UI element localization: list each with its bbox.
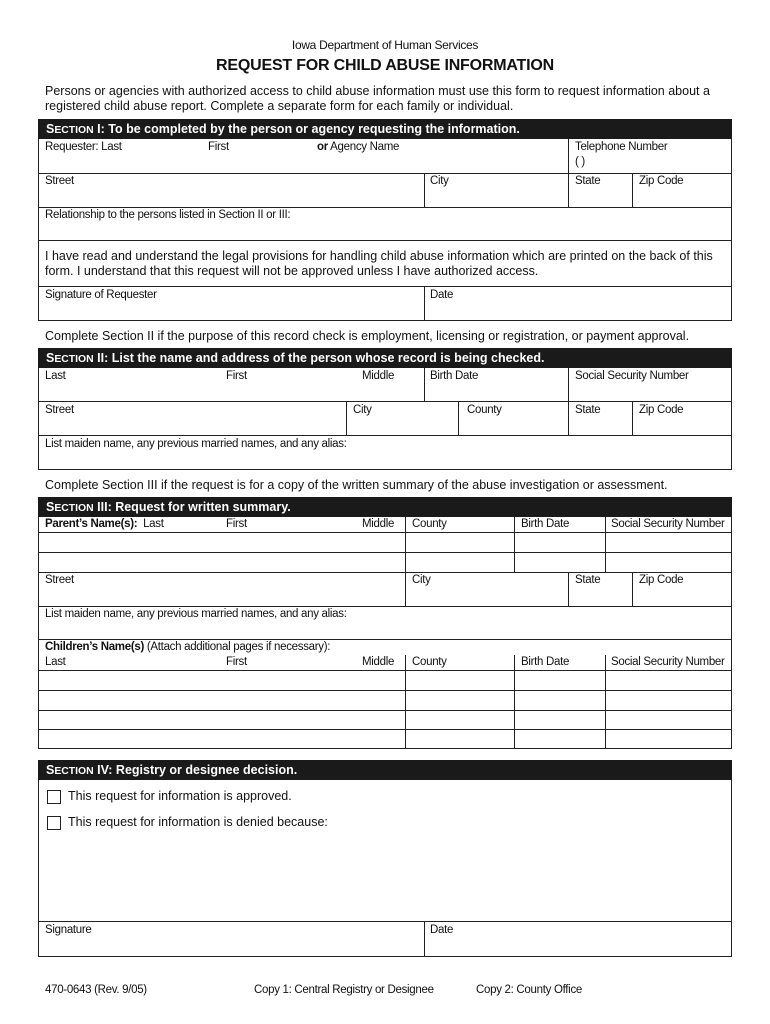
ssn-label: Social Security Number <box>611 518 725 530</box>
section-word-small: ECTION <box>54 766 94 777</box>
maiden-name-label: List maiden name, any previous married names, and any alias: <box>45 438 347 450</box>
first-label: First <box>226 370 247 382</box>
section-number: II: <box>93 351 109 365</box>
section-2-box <box>38 368 732 470</box>
section-number: III: <box>93 500 112 514</box>
parents-heading: Parent’s Name(s): <box>45 518 138 530</box>
state-label: State <box>575 175 601 187</box>
requester-signature-label: Signature of Requester <box>45 289 157 301</box>
section-2-instructions: Complete Section II if the purpose of this record check is employment, licensing or registration, or payment approval. <box>45 329 690 343</box>
section-word: S <box>46 763 55 777</box>
relationship-label: Relationship to the persons listed in Section II or III: <box>45 209 291 221</box>
legal-statement: I have read and understand the legal provisions for handling child abuse information which are printed on the back of this form. I understand that this request will not be approved unless I have authorized access. <box>45 249 713 278</box>
section-3-instructions: Complete Section III if the request is for a copy of the written summary of the abuse investigation or assessment. <box>45 478 668 492</box>
telephone-label: Telephone Number <box>575 141 668 153</box>
section-word-small: ECTION <box>54 503 94 514</box>
birth-date-label: Birth Date <box>430 370 479 382</box>
city-label: City <box>412 574 431 586</box>
agency-name-text: Agency Name <box>330 141 400 153</box>
requester-date-label: Date <box>430 289 454 301</box>
telephone-area-code: ( ) <box>575 156 585 168</box>
child-birth-date-label: Birth Date <box>521 656 570 668</box>
child-first-label: First <box>226 656 247 668</box>
copy-1-label: Copy 1: Central Registry or Designee <box>254 984 434 996</box>
child-county-label: County <box>412 656 447 668</box>
zip-label: Zip Code <box>639 574 684 586</box>
section-3-header <box>38 497 732 517</box>
section-4-box <box>38 780 732 957</box>
form-number: 470-0643 (Rev. 9/05) <box>45 984 147 996</box>
last-label: Last <box>45 370 66 382</box>
copy-2-label: Copy 2: County Office <box>476 984 582 996</box>
section-1-header <box>38 119 732 139</box>
denied-label: This request for information is denied because: <box>68 815 328 829</box>
section-2-header <box>38 348 732 368</box>
form-title: REQUEST FOR CHILD ABUSE INFORMATION <box>216 57 554 74</box>
agency-name: Iowa Department of Human Services <box>291 38 479 52</box>
middle-label: Middle <box>362 370 395 382</box>
decision-signature-label: Signature <box>45 924 92 936</box>
children-note: (Attach additional pages if necessary): <box>143 641 331 653</box>
children-heading: Children’s Name(s) <box>45 641 144 653</box>
maiden-name-label: List maiden name, any previous married names, and any alias: <box>45 608 347 620</box>
section-word: S <box>46 351 55 365</box>
section-3-box <box>38 517 732 749</box>
approved-label: This request for information is approved. <box>68 789 292 803</box>
section-word-small: ECTION <box>54 354 94 365</box>
child-middle-label: Middle <box>362 656 395 668</box>
middle-label: Middle <box>362 518 395 530</box>
zip-label: Zip Code <box>639 404 684 416</box>
city-label: City <box>353 404 372 416</box>
child-ssn-label: Social Security Number <box>611 656 725 668</box>
section-title: Registry or designee decision. <box>112 763 298 777</box>
section-4-header <box>38 760 732 780</box>
county-label: County <box>467 404 502 416</box>
or-label: or <box>317 141 328 153</box>
street-label: Street <box>45 404 74 416</box>
birth-date-label: Birth Date <box>521 518 570 530</box>
requester-last-label: Requester: Last <box>45 141 122 153</box>
state-label: State <box>575 574 601 586</box>
decision-date-label: Date <box>430 924 454 936</box>
last-label: Last <box>143 518 164 530</box>
agency-name-label <box>317 141 399 153</box>
approved-checkbox[interactable] <box>47 790 61 804</box>
section-word-small: ECTION <box>54 125 94 136</box>
children-name-label <box>45 641 330 653</box>
zip-label: Zip Code <box>639 175 684 187</box>
section-title: To be completed by the person or agency requesting the information. <box>104 122 520 136</box>
intro-paragraph: Persons or agencies with authorized access to child abuse information must use this form to request information about a registered child abuse report. Complete a separate form for each family or individual. <box>45 84 710 113</box>
street-label: Street <box>45 175 74 187</box>
section-title: Request for written summary. <box>111 500 291 514</box>
first-label: First <box>226 518 247 530</box>
section-1-box <box>38 139 732 321</box>
child-last-label: Last <box>45 656 66 668</box>
state-label: State <box>575 404 601 416</box>
street-label: Street <box>45 574 74 586</box>
county-label: County <box>412 518 447 530</box>
parents-name-label <box>45 518 164 530</box>
denied-checkbox[interactable] <box>47 816 61 830</box>
ssn-label: Social Security Number <box>575 370 689 382</box>
section-number: IV: <box>93 763 113 777</box>
section-word: S <box>46 500 55 514</box>
city-label: City <box>430 175 449 187</box>
section-number: I: <box>93 122 105 136</box>
section-word: S <box>46 122 55 136</box>
requester-first-label: First <box>208 141 229 153</box>
section-title: List the name and address of the person whose record is being checked. <box>108 351 545 365</box>
